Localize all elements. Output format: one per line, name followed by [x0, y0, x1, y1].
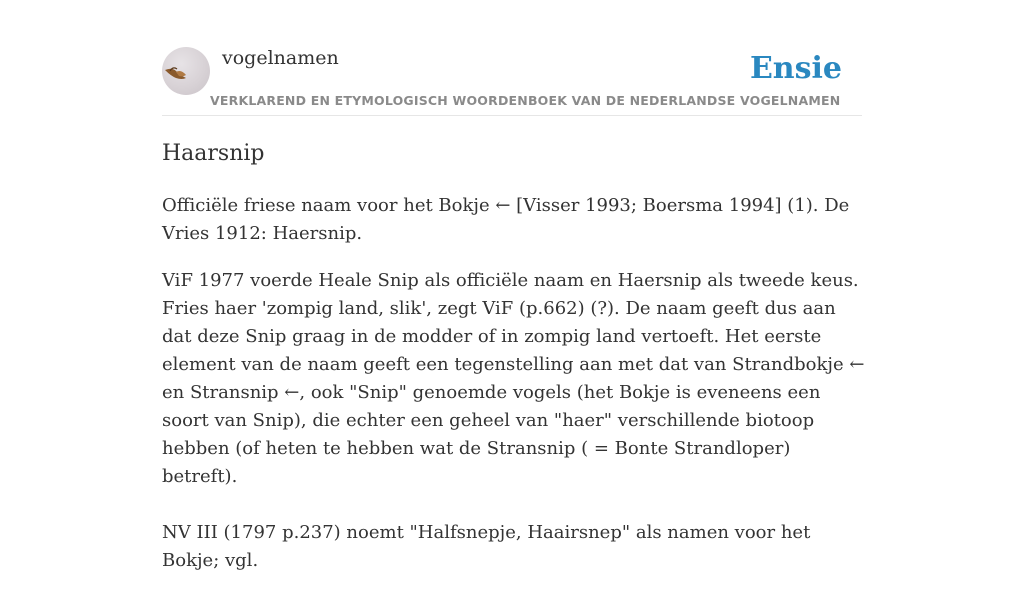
avatar[interactable]: [162, 47, 210, 95]
page-title: Haarsnip: [162, 141, 265, 166]
content-container: [162, 0, 865, 571]
bird-icon: [162, 47, 210, 95]
entry-paragraph: NV III (1797 p.237) noemt "Halfsnepje, Haairsnep" als namen voor het Bokje; vgl.: [162, 522, 811, 571]
site-header: [162, 0, 862, 116]
site-name[interactable]: vogelnamen: [222, 47, 339, 69]
brand-logo[interactable]: Ensie: [749, 51, 842, 86]
entry-body: [162, 192, 866, 594]
entry-paragraph: ViF 1977 voerde Heale Snip als officiële naam en Haersnip als tweede keus. Fries haer 'zompig land, slik', zegt ViF (p.662) (?). De naam geeft dus aan dat deze Snip graag in de modder of in zompig land vertoeft. Het eerste element van de naam geeft een tegenstelling aan met dat van Strandbokje ← en Stransnip ←, ook "Snip" genoemde vogels (het Bokje is eveneens een soort van Snip), die echter een geheel van "haer" verschillende biotoop hebben (of heten te hebben wat de Stransnip ( = Bonte Strandloper) betreft).: [162, 270, 865, 487]
site-tagline: VERKLAREND EN ETYMOLOGISCH WOORDENBOEK VAN DE NEDERLANDSE VOGELNAMEN: [210, 93, 841, 108]
entry-paragraph: Officiële friese naam voor het Bokje ← [Visser 1993; Boersma 1994] (1). De Vries 1912: Haersnip.: [162, 195, 850, 244]
